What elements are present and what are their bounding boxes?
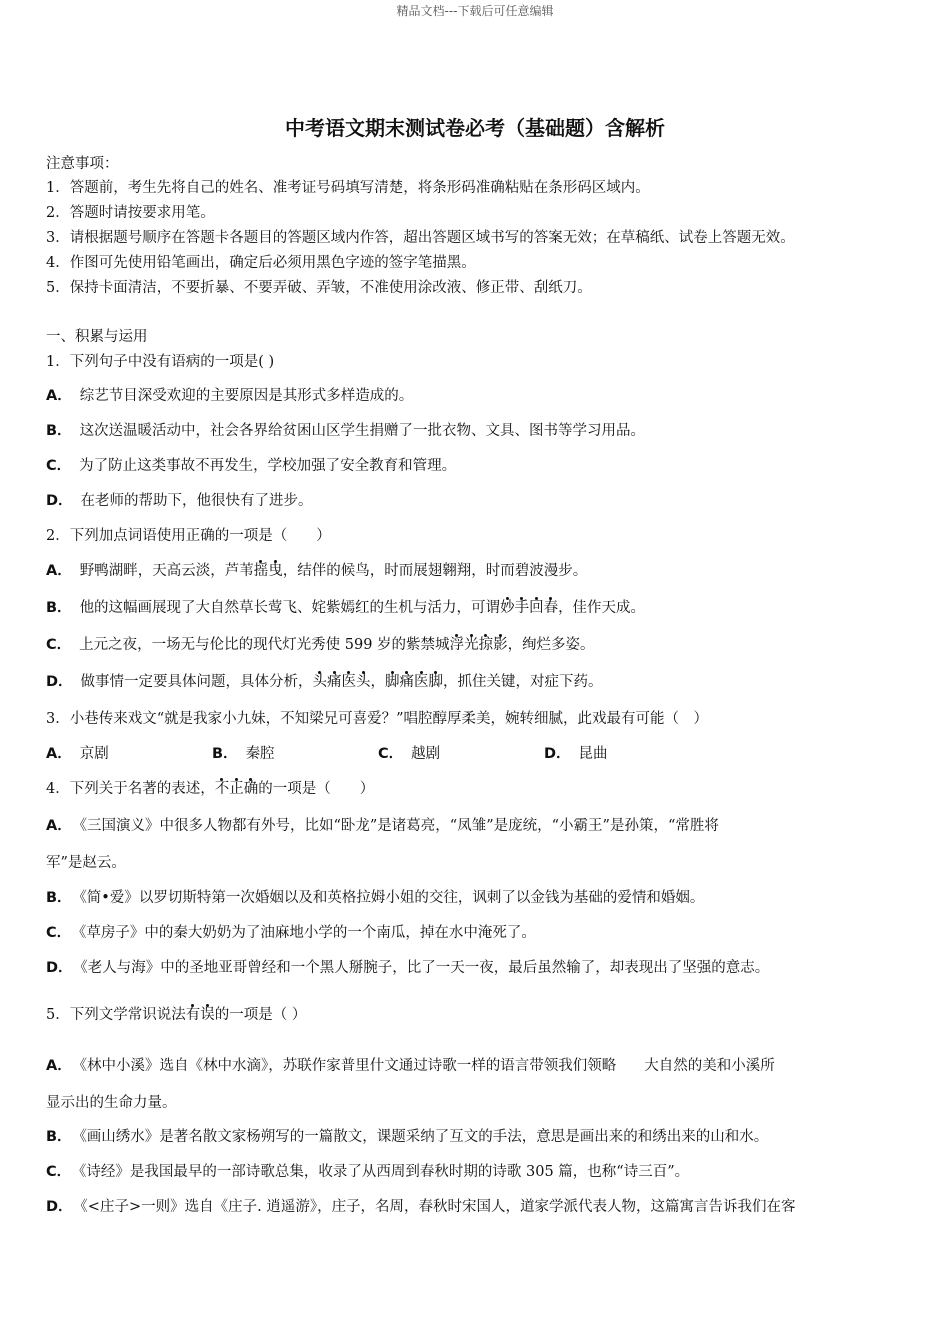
option-label: A． — [46, 1058, 72, 1074]
option-text: ，结伴的候鸟，时而展翅翱翔，时而碧波漫步。 — [282, 563, 588, 579]
option-label: C． — [378, 746, 404, 762]
dotted-char: 影 — [493, 637, 508, 653]
option-label: B． — [46, 1129, 72, 1145]
dotted-char: 手 — [514, 600, 530, 616]
notice-item-3: 3．请根据题号顺序在答题卡各题目的答题区域内作答，超出答题区域书写的答案无效；在草稿纸、试卷上答题无效。 — [46, 230, 795, 246]
q4-option-a — [46, 816, 926, 836]
dotted-char: 医 — [414, 674, 429, 690]
section-heading: 一、积累与运用 — [46, 329, 148, 345]
stem-text: 5．下列文学常识说法 — [46, 1007, 186, 1023]
dotted-char: 痛 — [327, 674, 342, 690]
option-text: 《<庄子>一则》选自《庄子. 逍遥游》，庄子，名周，春秋时宋国人，道家学派代表人物，这篇寓言告诉我们在客 — [80, 1199, 796, 1215]
option-label: C． — [46, 1164, 72, 1180]
q1-option-c — [46, 456, 926, 476]
q1-stem: 1．下列句子中没有语病的一项是( ) — [46, 354, 275, 370]
option-text: 为了防止这类事故不再发生，学校加强了安全教育和管理。 — [79, 458, 457, 474]
option-text: 秦腔 — [245, 746, 275, 762]
q1-option-d — [46, 491, 926, 511]
option-text: 他的这幅画展现了大自然草长莺飞、姹紫嫣红的生机与活力，可谓 — [79, 600, 501, 616]
option-label: A． — [46, 818, 72, 834]
q3-options — [46, 744, 926, 764]
stem-text: 4．下列关于名著的表述， — [46, 781, 215, 797]
notice-item-5: 5．保持卡面清洁，不要折暴、不要弄破、弄皱，不准使用涂改液、修正带、刮纸刀。 — [46, 280, 592, 296]
dotted-char: 回 — [529, 600, 544, 616]
dotted-char: 妙 — [500, 600, 515, 616]
notice-item-2: 2．答题时请按要求用笔。 — [46, 205, 215, 221]
dotted-char: 误 — [200, 1007, 215, 1023]
q4-option-b — [46, 888, 926, 908]
q2-stem: 2．下列加点词语使用正确的一项是（ ） — [46, 528, 331, 544]
option-text: ，绚烂多姿。 — [507, 637, 595, 653]
option-label: C． — [46, 637, 72, 653]
option-text: 昆曲 — [578, 746, 608, 762]
q5-option-a-cont: 显示出的生命力量。 — [46, 1095, 177, 1111]
option-label: B． — [46, 423, 72, 439]
dotted-word — [313, 674, 371, 690]
dotted-char: 头 — [356, 674, 371, 690]
q4-option-c — [46, 923, 926, 943]
notice-heading: 注意事项： — [46, 156, 119, 172]
dotted-char: 掠 — [478, 637, 494, 653]
option-text: 《三国演义》中很多人物都有外号，比如“卧龙”是诸葛亮，“凤雏”是庞统，“小霸王”是孙策，“常胜将 — [79, 818, 719, 834]
q5-option-d — [46, 1197, 926, 1217]
dotted-char: 正 — [229, 781, 244, 797]
q5-option-c — [46, 1162, 926, 1182]
dotted-word — [385, 674, 443, 690]
option-label: B． — [46, 600, 72, 616]
page-title: 中考语文期末测试卷必考（基础题）含解析 — [285, 116, 665, 140]
option-label: D． — [544, 746, 571, 762]
option-text: 上元之夜，一场无与伦比的现代灯光秀使 599 岁的紫禁城 — [79, 637, 450, 653]
dotted-char: 脚 — [385, 674, 400, 690]
dotted-char: 曳 — [268, 563, 283, 579]
q5-option-b — [46, 1127, 926, 1147]
option-label: C． — [46, 925, 72, 941]
dotted-char: 脚 — [428, 674, 444, 690]
option-text: 综艺节目深受欢迎的主要原因是其形式多样造成的。 — [79, 388, 414, 404]
q4-stem — [46, 779, 926, 799]
q5-option-a — [46, 1056, 926, 1076]
dotted-word — [254, 563, 283, 579]
option-label: A． — [46, 388, 72, 404]
q3-option-d — [544, 744, 710, 764]
dotted-char: 确 — [243, 781, 259, 797]
dotted-word — [500, 600, 558, 616]
dotted-char: 医 — [341, 674, 357, 690]
option-text: 《画山绣水》是著名散文家杨朔写的一篇散文，课题采纳了互文的手法，意思是画出来的和绣出来的山和水。 — [79, 1129, 769, 1145]
dotted-char: 不 — [214, 781, 230, 797]
dotted-char: 头 — [312, 674, 328, 690]
q3-option-c — [378, 744, 544, 764]
option-label: D． — [46, 493, 73, 509]
notice-item-4: 4．作图可先使用铅笔画出，确定后必须用黑色字迹的签字笔描黑。 — [46, 255, 476, 271]
option-text: 这次送温暖活动中，社会各界给贫困山区学生捐赠了一批衣物、文具、图书等学习用品。 — [79, 423, 646, 439]
option-text: 在老师的帮助下，他很快有了进步。 — [80, 493, 313, 509]
option-text: 《草房子》中的秦大奶奶为了油麻地小学的一个南瓜，掉在水中淹死了。 — [79, 925, 536, 941]
q1-option-a — [46, 386, 926, 406]
q4-option-a-cont: 军”是赵云。 — [46, 855, 126, 871]
dotted-char: 摇 — [253, 563, 269, 579]
stem-text: 的一项是（ ） — [258, 781, 375, 797]
stem-text: 的一项是（ ） — [214, 1007, 307, 1023]
dotted-char: 有 — [185, 1007, 201, 1023]
q4-option-d — [46, 958, 926, 978]
option-label: C． — [46, 458, 72, 474]
option-text: 《老人与海》中的圣地亚哥曾经和一个黑人掰腕子，比了一天一夜，最后虽然输了，却表现出了坚强的意志。 — [80, 960, 770, 976]
q3-stem: 3．小巷传来戏文“就是我家小九妹，不知梁兄可喜爱？”唱腔醇厚柔美，婉转细腻，此戏最有可能（ ） — [46, 711, 709, 727]
q1-option-b — [46, 421, 926, 441]
q2-option-c — [46, 635, 926, 655]
q2-option-d — [46, 672, 926, 692]
q5-stem — [46, 1005, 926, 1025]
option-text: 《简•爱》以罗切斯特第一次婚姻以及和英格拉姆小姐的交往，讽刺了以金钱为基础的爱情和婚姻。 — [79, 890, 705, 906]
header-note: 精品文档---下载后可任意编辑 — [396, 4, 554, 18]
option-text: 做事情一定要具体问题，具体分析， — [80, 674, 313, 690]
notice-item-1: 1．答题前，考生先将自己的姓名、准考证号码填写清楚，将条形码准确粘贴在条形码区域内。 — [46, 180, 650, 196]
option-label: A． — [46, 563, 72, 579]
dotted-char: 春 — [543, 600, 559, 616]
dotted-char: 浮 — [449, 637, 465, 653]
dotted-char: 痛 — [399, 674, 415, 690]
q3-option-a — [46, 744, 212, 764]
q3-option-b — [212, 744, 378, 764]
q2-option-a — [46, 561, 926, 581]
option-text: 京剧 — [79, 746, 109, 762]
option-label: D． — [46, 960, 73, 976]
option-text: 大自然的美和小溪所 — [644, 1058, 775, 1074]
option-label: B． — [46, 890, 72, 906]
dotted-word — [186, 1007, 215, 1023]
option-label: D． — [46, 1199, 73, 1215]
option-text: ， — [370, 674, 386, 690]
q2-option-b — [46, 598, 926, 618]
option-label: B． — [212, 746, 238, 762]
option-text: 《林中小溪》选自《林中水滴》，苏联作家普里什文通过诗歌一样的语言带领我们领略 — [79, 1058, 617, 1074]
option-text: ，佳作天成。 — [558, 600, 646, 616]
option-text: ，抓住关键，对症下药。 — [443, 674, 603, 690]
option-label: D． — [46, 674, 73, 690]
option-label: A． — [46, 746, 72, 762]
dotted-char: 光 — [464, 637, 479, 653]
option-text: 越剧 — [411, 746, 441, 762]
option-text: 野鸭湖畔，天高云淡，芦苇 — [79, 563, 254, 579]
option-text: 《诗经》是我国最早的一部诗歌总集，收录了从西周到春秋时期的诗歌 305 篇，也称“诗三百”。 — [79, 1164, 690, 1180]
dotted-word — [450, 637, 508, 653]
dotted-word — [215, 781, 259, 797]
